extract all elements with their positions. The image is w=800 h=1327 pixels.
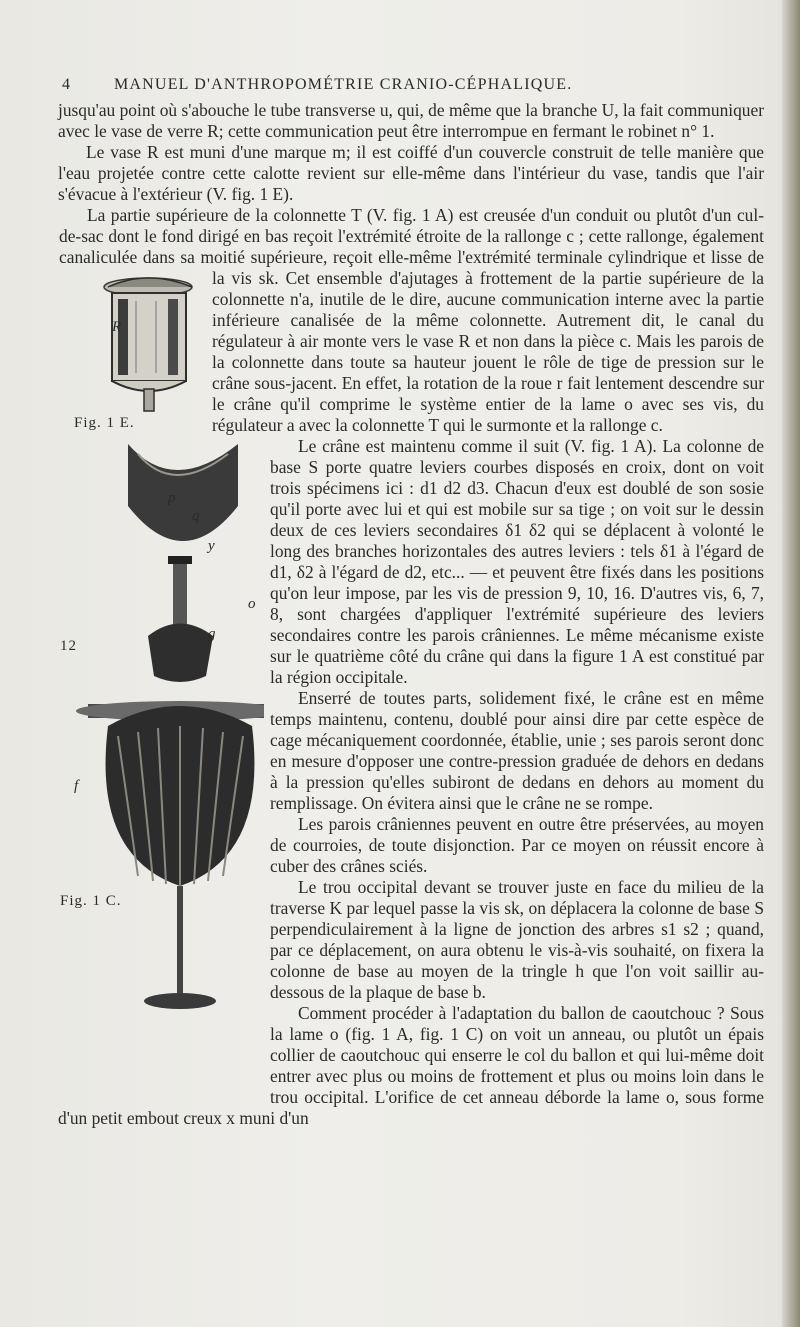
body-text [58,100,764,1129]
figure-label: q [192,508,201,524]
figure-1e [56,273,206,435]
figure-label: 12 [60,638,77,654]
page-edge [782,0,800,1327]
figure-1c [58,436,264,1096]
paragraph: jusqu'au point où s'abouche le tube transverse u, qui, de même que la branche U, la fait communiquer avec le vase de verre R; cette communication peut être interrompue en fermant le robinet n° 1. [58,100,764,141]
figure-label: y [208,538,216,554]
paragraph: Le trou occipital devant se trouver juste en face du milieu de la traverse K par lequel passe la vis sk, on déplacera la colonne de base S perpendiculairement à la ligne de jonction des arbres s1 s2 ; quand, par ce déplacement, on aura obtenu le vis-à-vis souhaité, on fixera la colonne de base au moyen de la tringle h que l'on voit saillir au-dessous de la plaque de base b. [270,877,764,1002]
paragraph: Comment procéder à l'adaptation du ballon de caoutchouc ? Sous la lame o (fig. 1 A, fig. 1 C) on voit un anneau, ou plutôt un épais collier de caoutchouc qui enserre le col du ballon et qui lui-même doit entrer avec plus ou moins de frottement et plus ou moins loin dans le trou occipital. L'orifice de cet anneau déborde la lame o, sous forme d'un petit embout creux x muni d'un [58,1003,764,1128]
paragraph: La partie supérieure de la colonnette T (V. fig. 1 A) est creusée d'un conduit ou plutôt d'un cul-de-sac dont le fond dirigé en bas reçoit l'extrémité étroite de la rallonge c ; cette rallonge, également canaliculée dans sa moitié supérieure, reçoit elle-même l'extrémité terminale cylindrique et lisse de la vis sk. Cet ensemble d'ajutages à frottement de la partie supérieure de la colonnette n'a, inutile de le dire, aucune communication interne avec la partie inférieure canalisée de la même colonnette. Autrement dit, le canal du régulateur à air monte vers le vase R et non dans la pièce c. Mais les parois de la colonnette dans toute sa hauteur jouent le rôle de tige de pression sur le crâne sous-jacent. En effet, la rotation de la roue r fait lentement descendre sur le crâne qu'il comprime le système entier de la lame o avec ses vis, du régulateur a avec la colonnette T qui le surmonte et la rallonge c. [59,205,764,435]
running-title: MANUEL D'ANTHROPOMÉTRIE CRANIO-CÉPHALIQUE. [114,76,573,93]
figure-label: o [248,596,257,612]
figure-label-r: R [112,319,123,335]
paragraph: Le crâne est maintenu comme il suit (V. fig. 1 A). La colonne de base S porte quatre leviers courbes disposés en croix, dont on voit trois spécimens ici : d1 d2 d3. Chacun d'eux est doublé de son sosie qu'il porte avec lui et qui est mobile sur sa tige ; on voit sur le dessin deux de ces leviers secondaires δ1 δ2 qui se déplacent à volonté le long des branches horizontales des autres leviers : tels δ1 à l'égard de d1, δ2 à l'égard de d2, etc... — et peuvent être fixés dans les positions qu'on leur impose, par les vis de pression 9, 10, 16. D'autres vis, 6, 7, 8, sont chargées d'appliquer l'extrémité supérieure des leviers secondaires contre les parois crâniennes. Le même mécanisme existe sur le quatrième côté du crâne qui dans la figure 1 A est constitué par la région occipitale. [270,436,764,687]
running-header [62,76,702,98]
paragraph: Le vase R est muni d'une marque m; il est coiffé d'un couvercle construit de telle manière que l'eau projetée contre cette calotte revient sur elle-même dans l'intérieur du vase, tandis que l'air s'évacue à l'extérieur (V. fig. 1 E). [58,142,764,204]
skull-apparatus-illustration [58,436,264,1096]
figure-caption-1e: Fig. 1 E. [74,415,135,431]
paragraph: Enserré de toutes parts, solidement fixé, le crâne est en même temps maintenu, contenu, doublé pour ainsi dire par cette espèce de cage mécaniquement coordonnée, établie, unie ; ses parois seront donc en mesure d'opposer une contre-pression graduée de dehors en dedans à la pression qu'elles subiront de dedans en dehors au moment du remplissage. On évitera ainsi que le crâne ne se rompe. [270,688,764,813]
page-number: 4 [62,76,72,93]
figure-label: g [208,626,217,642]
paragraph: Les parois crâniennes peuvent en outre être préservées, au moyen de courroies, de toute disjonction. Par ce moyen on réussit encore à cuber des crânes sciés. [270,814,764,876]
figure-caption-1c: Fig. 1 C. [60,893,122,909]
vase-illustration [56,273,206,435]
figure-label: p [168,490,177,506]
figure-label: f [74,778,80,794]
